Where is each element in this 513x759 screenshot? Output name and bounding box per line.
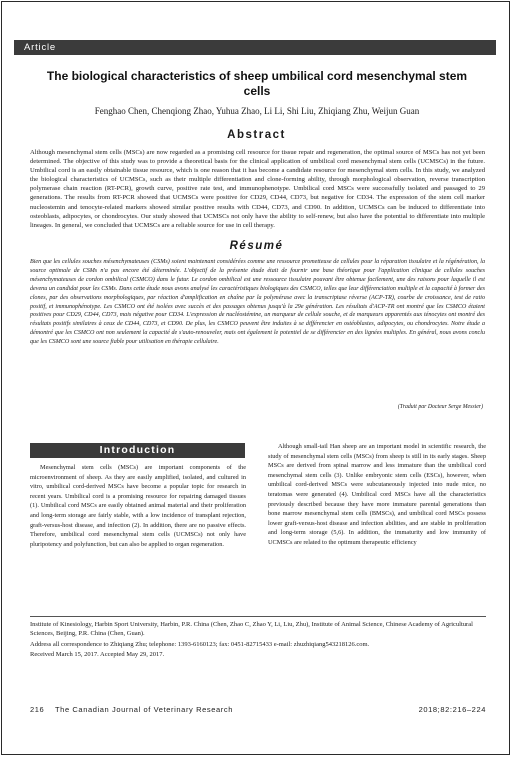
affiliation-block (30, 620, 486, 661)
abstract-heading: Abstract (227, 129, 286, 141)
translator-credit: (Traduit par Docteur Serge Messier) (397, 404, 483, 410)
intro-right-column: Although small-tail Han sheep are an important model in scientific research, the study of mesenchymal stem cells (MSCs) from sheep is still in its early stages. Sheep MSCs are derived from spinal marrow and less immature than the umbilical cord mesenchymal stem cells (3). Unlike embryonic stem cells (ESCs), however, when umbilical cord-derived MSCs were subcutaneously injected into nude mice, no teratomas were generated (4). Umbilical cord MSCs have all the characteristics previously described because they have more immature parental generations than bone marrow mesenchymal stem cells (BMSCs), and umbilical cord MSCs possess lower graft-versus-host disease and infection abilities, and are stable in proliferation and long-term storage (5,6). In addition, the immaturity and low immunity of UCMSCs are related to the optimum therapeutic efficiency (268, 443, 486, 546)
resume-heading: Résumé (229, 240, 284, 252)
article-title: The biological characteristics of sheep umbilical cord mesenchymal stem cells (46, 69, 468, 98)
received-accepted-dates: Received March 15, 2017. Accepted May 29, 2017. (30, 651, 165, 659)
section-tag: Article (14, 40, 496, 55)
intro-left-column: Mesenchymal stem cells (MSCs) are important components of the microenvironment of sheep. As they are easily amplified, isolated, and cultured in vitro, umbilical cord-derived MSCs have become a popular topic for research in recent years. Umbilical cord is a promising resource for repairing damaged tissues (1). Umbilical cord MSCs are easily obtained animal material and their proliferation and long-term storage are fairly stable, with a low incidence of transplant rejection, graft-versus-host disease, and infection (2). In addition, there are no passive effects. Therefore, umbilical cord mesenchymal stem cells (UCMSCs) not only have pluripotency and polyfunction, but can also be applied to organ regeneration. (30, 464, 246, 548)
affiliation-divider (30, 616, 486, 617)
journal-page (1, 1, 510, 755)
resume-text: Bien que les cellules souches mésenchymateuses (CSMs) soient maintenant considérées comme une ressource prometteuse de cellules pour la réparation tissulaire et la régénération, la source optimale de CSMs n'a pas encore été déterminée. L'objectif de la présente étude était de fournir une base théorique pour l'application clinique de cellules souches mésenchymateuses de cordon ombilical (CSMCO) dans le futur. Le cordon ombilical est une ressource tissulaire pouvant être obtenue facilement, une des raisons pour laquelle il est devenu un candidat pour les CSMs. Dans cette étude nous avons analysé les caractéristiques biologiques des CSMCO, telles que leur différenciation multiple et la capacité à former des clones, par des observations morphologiques, par réaction d'amplification en chaîne par la polymérase avec la transcriptase réverse (ACP-TR), courbe de croissance, test de ratio positif, et immunophénotype. Les CSMCO ont été isolées avec succès et des passages obtenus jusqu'à la 29e génération. Les résultats d'ACP-TR ont montré que les CSMCO étaient positives pour CD29, CD44, CD73, mais négative pour CD34. L'expression de nucléostémine, un marqueur de cellule souche, et de marqueurs apparentés aux ténocytes ont montré des résultats positifs similaires à ceux de CD44, CD73, et CD90. De plus, les CSMCO peuvent être induites à se différencier en ostéoblastes, adipocytes, ou chondrocytes. Notre étude a démontré que les CSMCO ont non seulement la capacité de s'auto-renouveler, mais ont également le potentiel de se différencier en des lignées multiples. En général, nous avons conclu que les CSMCO sont une source fiable pour utilisation en thérapie cellulaire. (30, 259, 485, 346)
citation-reference: 2018;82:216–224 (418, 705, 486, 714)
author-list: Fenghao Chen, Chenqiong Zhao, Yuhua Zhao, Li Li, Shi Liu, Zhiqiang Zhu, Weijun Guan (94, 106, 420, 116)
abstract-text: Although mesenchymal stem cells (MSCs) are now regarded as a promising cell resource for tissue repair and regeneration, the optimal source of MSCs has not yet been determined. The objective of this study was to provide a theoretical basis for the clinical application of umbilical cord mesenchymal stem cells (UCMSCs) in the future. Umbilical cord is an easily obtainable tissue resource, which is one reason that it has become a candidate resource for mesenchymal stem cells. In this study, we analyzed the biological characteristics of UCMSCs, such as their multiple differentiation and clone-forming ability, through morphological observation, reverse transcription polymerase chain reaction (RT-PCR), growth curve, positive rate test, and immunophenotype. Umbilical cord MSCs were successfully isolated and passaged to 29 generations. The results from RT-PCR showed that UCMSCs were positive for CD29, CD44, CD73, but negative for CD34. The expression of the stem cell marker nucleostemin and tenocyte-related markers showed similar positive results with CD44, CD73, and CD90. In addition, UCMSCs can be induced to differentiate into osteoblasts, adipocytes, or chondrocytes. Our study showed that UCMSCs not only have the ability to self-renew, but also have the potential to differentiate into multiple lineages. In general, we concluded that UCMSCs are a reliable source for use in cell therapy. (30, 149, 485, 229)
affiliation-institutions: Institute of Kinesiology, Harbin Sport University, Harbin, P.R. China (Chen, Zhao C, Zhao Y, Li, Liu, Zhu), Institute of Animal Science, Chinese Academy of Agricultural Sciences, Beijing, P.R. China (Chen, Guan). (30, 621, 473, 638)
page-footer (30, 705, 486, 717)
introduction-heading: Introduction (30, 443, 245, 458)
journal-name: The Canadian Journal of Veterinary Research (55, 705, 233, 714)
correspondence-address: Address all correspondence to Zhiqiang Zhu; telephone: 1393-6160123; fax: 0451-82715433 e-mail: zhuzhiqiang543218126.com. (30, 640, 370, 648)
page-number: 216 (30, 705, 45, 714)
